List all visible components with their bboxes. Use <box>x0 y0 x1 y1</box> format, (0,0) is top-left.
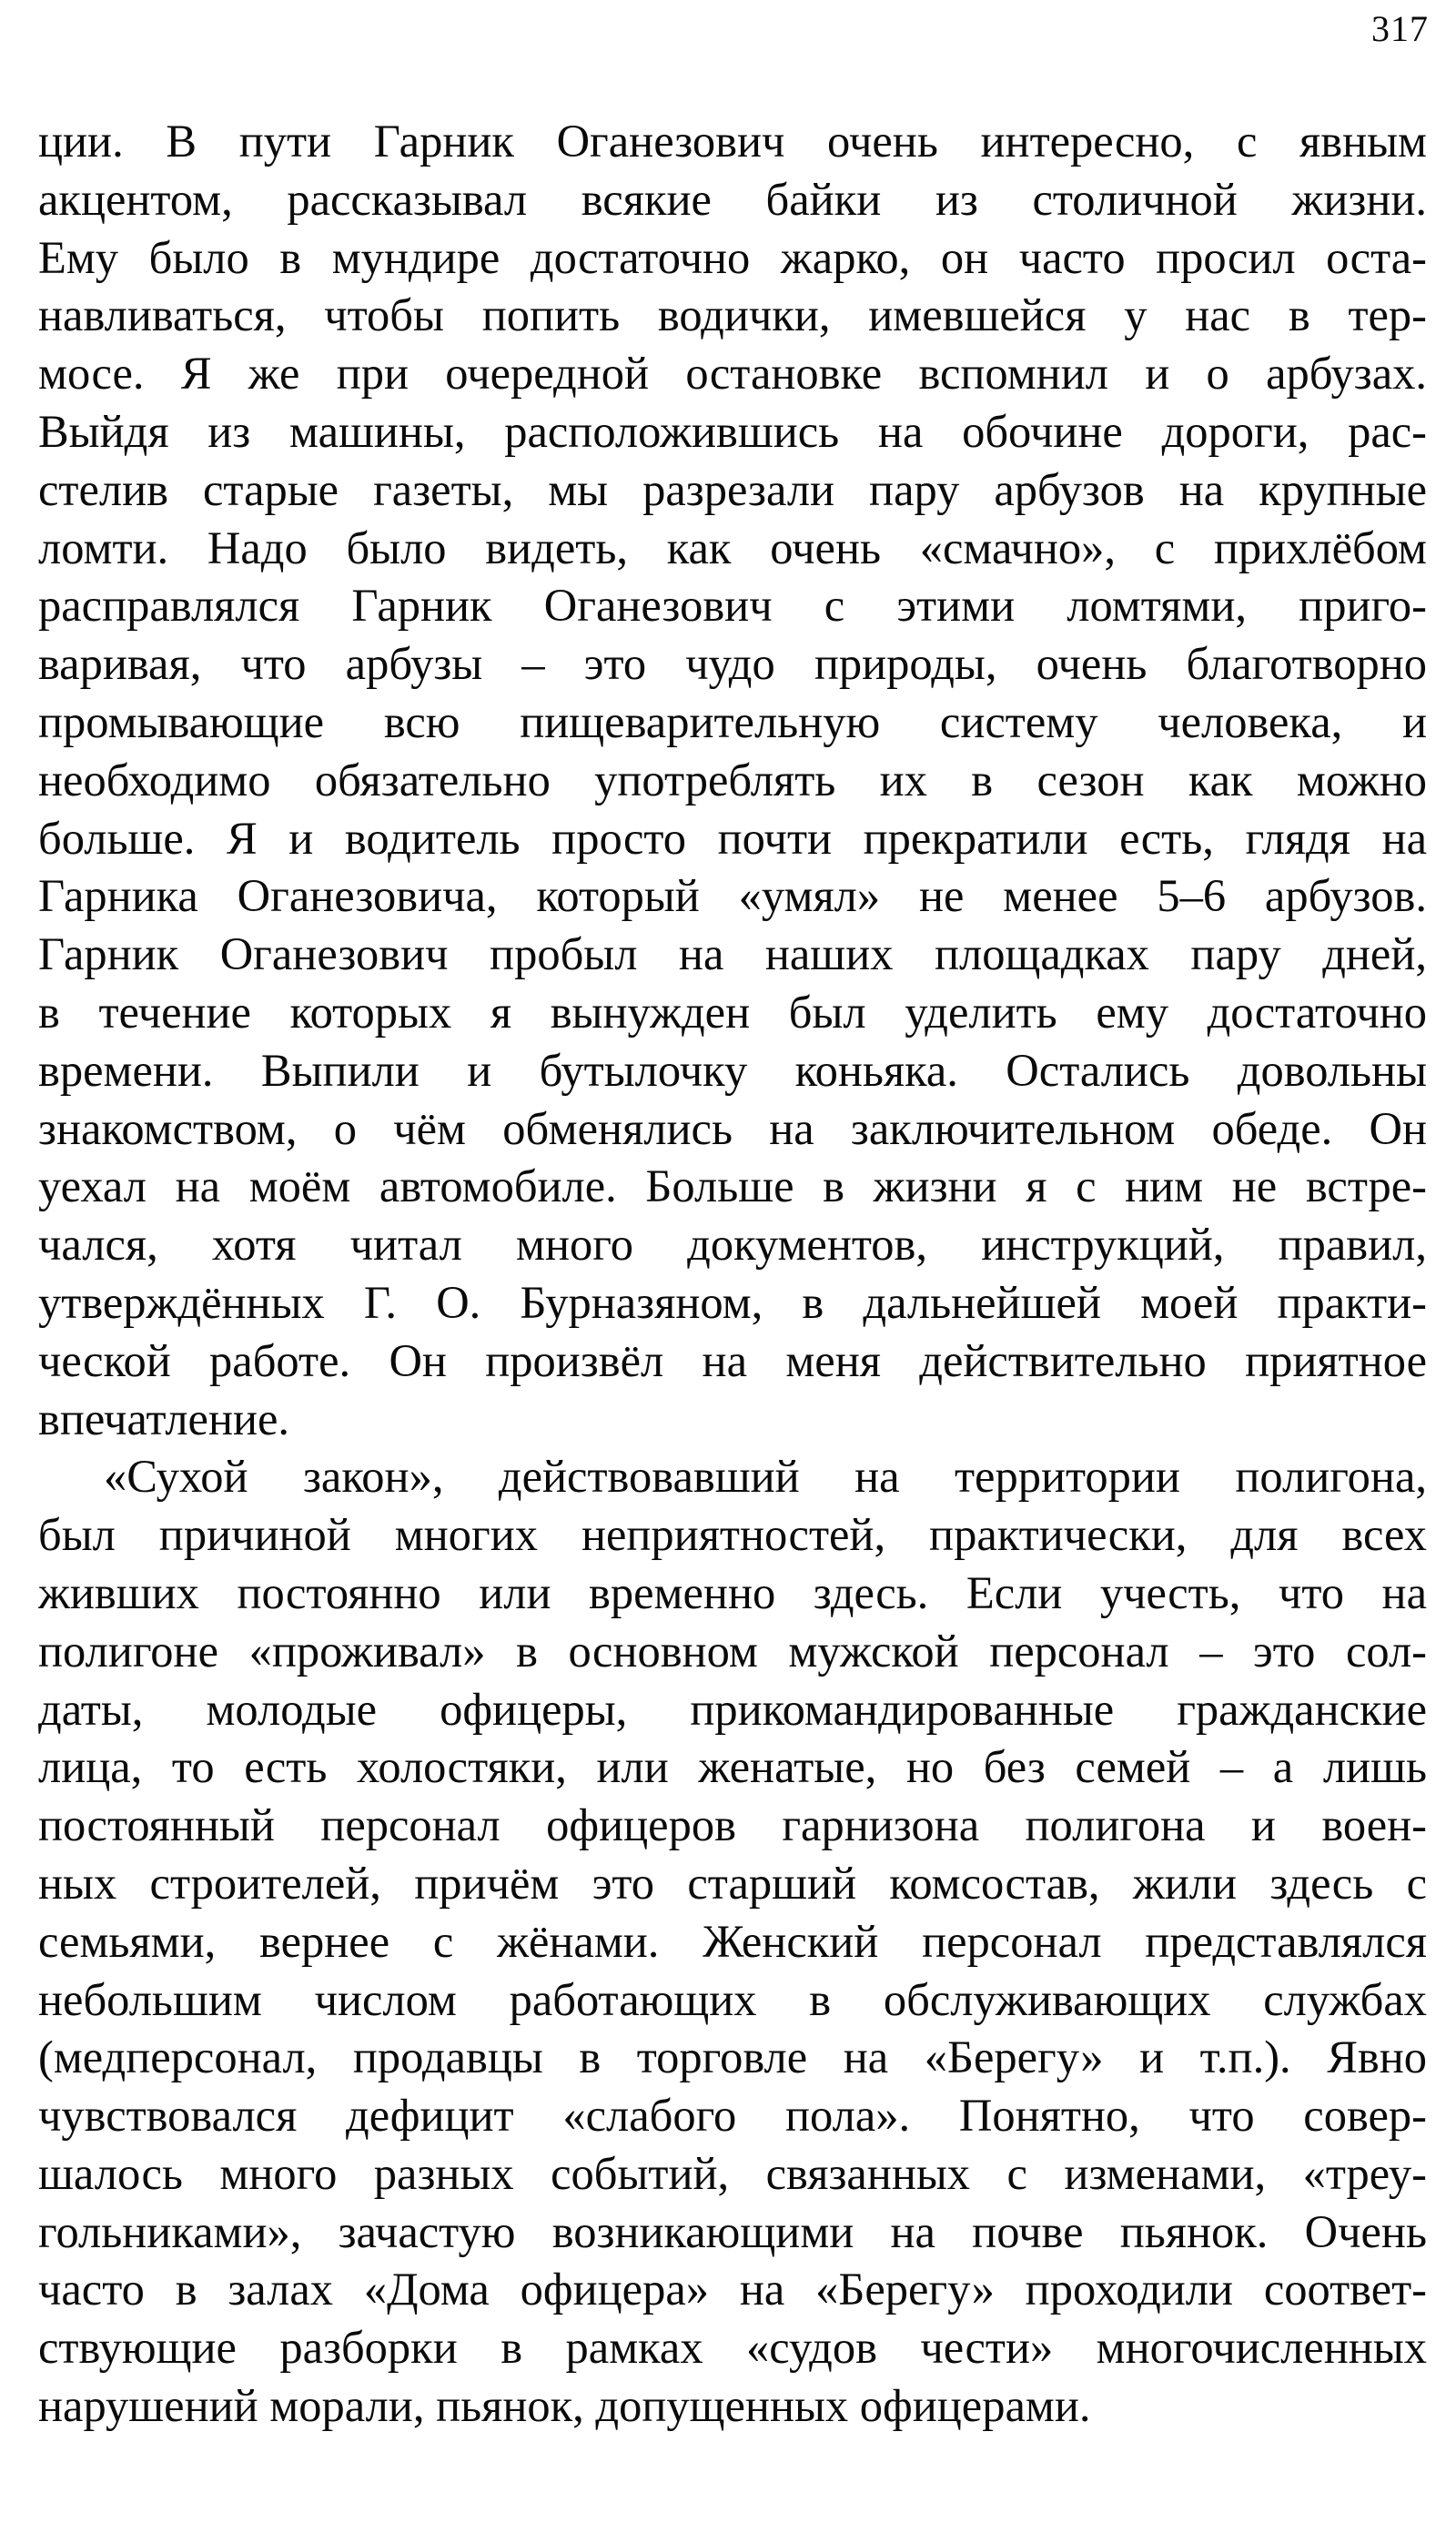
text-line: даты, молодые офицеры, прикомандированные гражданские <box>38 1683 1427 1735</box>
text-line: мосе. Я же при очередной остановке вспомнил и о арбузах. <box>38 348 1427 400</box>
text-line: промывающие всю пищеварительную систему человека, и <box>38 695 1427 747</box>
text-line: ствующие разборки в рамках «судов чести» многочисленных <box>38 2322 1427 2374</box>
text-line: варивая, что арбузы – это чудо природы, очень благотворно <box>38 638 1427 690</box>
text-line: часто в залах «Дома офицера» на «Берегу» проходили соответ- <box>38 2264 1427 2315</box>
text-line: акцентом, рассказывал всякие байки из столичной жизни. <box>38 173 1427 225</box>
text-line: знакомством, о чём обменялись на заключительном обеде. Он <box>38 1102 1427 1154</box>
text-line: полигоне «проживал» в основном мужской персонал – это сол- <box>38 1625 1427 1677</box>
text-line: гольниками», зачастую возникающими на почве пьянок. Очень <box>38 2205 1427 2257</box>
text-line: ции. В пути Гарник Оганезович очень интересно, с явным <box>38 116 1427 167</box>
text-line: Гарника Оганезовича, который «умял» не менее 5–6 арбузов. <box>38 870 1427 922</box>
text-line: в течение которых я вынужден был уделить ему достаточно <box>38 986 1427 1038</box>
text-line: ломти. Надо было видеть, как очень «смачно», с прихлёбом <box>38 522 1427 573</box>
text-line: времени. Выпили и бутылочку коньяка. Остались довольны <box>38 1044 1427 1096</box>
text-line: стелив старые газеты, мы разрезали пару арбузов на крупные <box>38 463 1427 515</box>
text-line: постоянный персонал офицеров гарнизона полигона и воен- <box>38 1799 1427 1851</box>
paragraph-last-line: нарушений морали, пьянок, допущенных офицерами. <box>38 2380 1091 2432</box>
text-line: небольшим числом работающих в обслуживающих службах <box>38 1973 1427 2025</box>
text-line: Гарник Оганезович пробыл на наших площадках пару дней, <box>38 928 1427 980</box>
text-line: ческой работе. Он произвёл на меня действительно приятное <box>38 1334 1427 1386</box>
text-line: семьями, вернее с жёнами. Женский персонал представлялся <box>38 1915 1427 1967</box>
text-line: Ему было в мундире достаточно жарко, он часто просил оста- <box>38 231 1427 283</box>
text-line: утверждённых Г. О. Бурназяном, в дальнейшей моей практи- <box>38 1276 1427 1328</box>
text-line: Выйдя из машины, расположившись на обочине дороги, рас- <box>38 405 1427 457</box>
text-line: живших постоянно или временно здесь. Если учесть, что на <box>38 1566 1427 1618</box>
text-line: был причиной многих неприятностей, практически, для всех <box>38 1509 1427 1561</box>
text-line: необходимо обязательно употреблять их в сезон как можно <box>38 754 1427 806</box>
text-line: больше. Я и водитель просто почти прекратили есть, глядя на <box>38 812 1427 864</box>
body-text <box>38 113 1427 2436</box>
text-line: ных строителей, причём это старший комсостав, жили здесь с <box>38 1857 1427 1909</box>
text-line: лица, то есть холостяки, или женатые, но без семей – а лишь <box>38 1741 1427 1793</box>
text-line: расправлялся Гарник Оганезович с этими ломтями, приго- <box>38 580 1427 632</box>
paragraph-last-line: впечатление. <box>38 1393 290 1444</box>
page-number: 317 <box>1371 8 1429 49</box>
text-line: (медперсонал, продавцы в торговле на «Берегу» и т.п.). Явно <box>38 2032 1427 2083</box>
text-line: чался, хотя читал много документов, инструкций, правил, <box>38 1219 1427 1271</box>
paragraph-first-line: «Сухой закон», действовавший на территории полигона, <box>104 1451 1427 1503</box>
text-line: чувствовался дефицит «слабого пола». Понятно, что совер- <box>38 2090 1427 2142</box>
text-line: шалось много разных событий, связанных с изменами, «треу- <box>38 2147 1427 2199</box>
text-line: уехал на моём автомобиле. Больше в жизни я с ним не встре- <box>38 1160 1427 1212</box>
text-line: навливаться, чтобы попить водички, имевшейся у нас в тер- <box>38 289 1427 341</box>
